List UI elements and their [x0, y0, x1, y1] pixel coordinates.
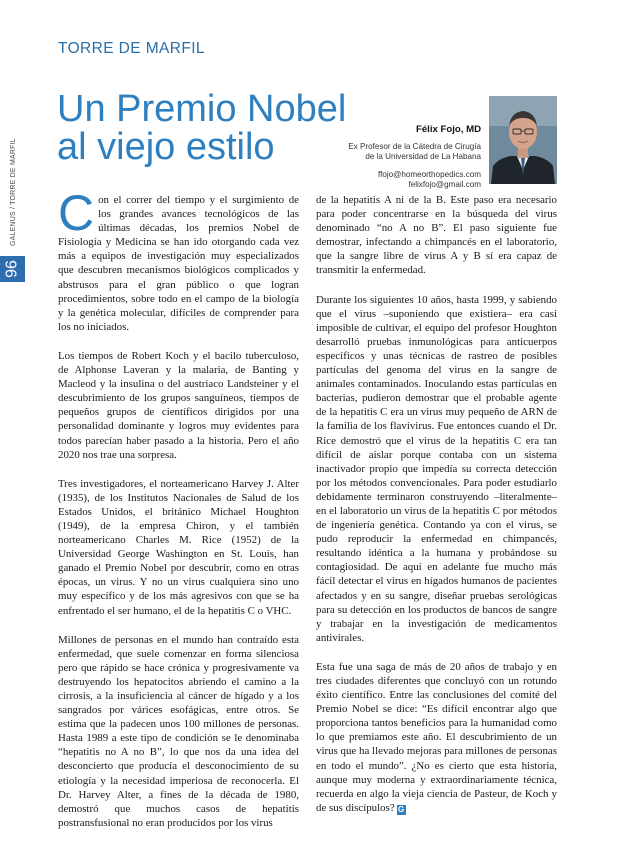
paragraph-6: Durante los siguientes 10 años, hasta 1999, y sabiendo que el virus –suponiendo que existiera– era casi imposible de cultivar, el equipo del profesor Houghton desarrolló pruebas inmunológicas para anticuerpos específicos y unas técnicas de rastreo de posibles partículas del genoma del virus en la sangre de animales contaminados. Inoculando estas partículas en bacterias, pudieron demostrar que el probable agente de la hepatitis C era un virus muy pequeño de ARN de la familia de los flavivirus. Fue entonces cuando el Dr. Rice demostró que el virus de la hepatitis C era tan difícil de aislar porque contaba con un sistema inactivador propio que impedía su correcta detección por los métodos convencionales. Para poder estudiarlo debidamente terminaron construyendo –literalmente– en el laboratorio un virus de la hepatitis C por métodos de ingeniería genética. Contando ya con el virus, se pudo reproducir la enfermedad en chimpancés, resultando idéntica a la humana y probándose su contagiosidad. De aquí en adelante fue mucho más fácil detectar el virus en hígados humanos de pacientes afectados y en su sangre, diseñar pruebas serológicas para su detección en los productos de bancos de sangre y trabajar en la investigación de medicamentos antivirales.: [316, 293, 557, 644]
author-email-1[interactable]: ffojo@homeorthopedics.com: [378, 169, 481, 179]
end-of-article-icon: G: [398, 804, 405, 814]
author-affiliation-1: Ex Profesor de la Cátedra de Cirugía: [348, 141, 481, 151]
paragraph-5: de la hepatitis A ni de la B. Este paso era necesario para poder concentrarse en la búsqueda del virus denominado “no A no B”. El paso siguiente fue demostrar, infectando a chimpancés en el laboratorio, que la sangre libre de virus A y B sí era capaz de transmitir la enfermedad.: [316, 194, 557, 277]
author-block: [348, 125, 481, 191]
paragraph-1: [58, 185, 299, 334]
paragraph-1-text: on el correr del tiempo y el surgimiento de los grandes avances tecnológicos de las últimas décadas, los premios Nobel de Fisiología y Medicina se han ido otorgando cada vez más a equipos de investigación muy especializados que descubren mecanismos biológicos complicados y abstrusos para el gran público o que logran procedimientos, sobre todo en el campo de la biología y la genética molecular, difíciles de comprender para los no iniciados.: [58, 194, 299, 333]
author-name: Félix Fojo, MD: [415, 124, 481, 135]
author-affiliation-2: de la Universidad de La Habana: [365, 152, 481, 162]
article-column-1: [58, 185, 299, 845]
author-photo: [489, 96, 557, 184]
drop-cap: C: [58, 185, 95, 241]
page-number: 96: [3, 260, 21, 278]
running-head: GALENUS / TORRE DE MARFIL: [10, 138, 17, 246]
paragraph-3: Tres investigadores, el norteamericano Harvey J. Alter (1935), de los Institutos Nacionales de Salud de los Estados Unidos, el británico Michael Houghton (1949), de la empresa Chiron, y el también norteamericano Charles M. Rice (1952) de la Universidad George Washington en St. Louis, han ganado el Premio Nobel por descubrir, como en otras épocas, un virus. Y no un virus cualquiera sino uno muy específico y de los más agresivos con que se ha enfrentado el ser humano, el de la hepatitis C o VHC.: [58, 477, 299, 617]
paragraph-4: Millones de personas en el mundo han contraído esta enfermedad, que suele comenzar en forma silenciosa pero que rápido se hace crónica y progresivamente va destruyendo los hepatocitos abriendo el camino a la cirrosis, a la insuficiencia al cáncer de hígado y a los sangrados por várices esofágicas, entre otros. Se estima que la padecen unos 100 millones de personas. Hasta 1989 a este tipo de condición se le denominaba “hepatitis no A no B”, lo que nos da una idea del desconcierto que producía el desconocimiento de su etiología y la necesidad imperiosa de reconocerla. El Dr. Harvey Alter, a fines de la década de 1980, demostró que muchos casos de hepatitis postransfusional no eran producidos por los virus: [58, 633, 299, 829]
paragraph-7-text: Esta fue una saga de más de 20 años de trabajo y en tres ciudades diferentes que concluyó con un rotundo éxito científico. Entre las conclusiones del comité del Premio Nobel se dice: “Es difícil encontrar algo que proporciona tantos beneficios para la humanidad como lo que premiamos este año. El descubrimiento de un virus que ha llevado mejoras para millones de personas en todo el mundo”. ¿No es cierto que esta historia, aunque muy moderna y extraordinariamente técnica, recuerda en algo la vieja ciencia de Pasteur, de Koch y de sus discípulos?: [316, 660, 557, 814]
author-email-2[interactable]: felixfojo@gmail.com: [408, 180, 481, 190]
author-portrait-image: [489, 96, 557, 184]
article-title: Un Premio Nobel al viejo estilo: [57, 88, 347, 168]
paragraph-2: Los tiempos de Robert Koch y el bacilo tuberculoso, de Alphonse Laveran y la malaria, de Banting y Macleod y la insulina o del austriaco Landsteiner y el descubrimiento de los grupos sanguíneos, tiempos de pequeños grupos de científicos dirigidos por una personalidad dominante y logros muy evidentes para todos parecían haber pasado a la historia. Pero el año 2020 nos trae una sorpresa.: [58, 349, 299, 461]
section-label: TORRE DE MARFIL: [58, 40, 205, 57]
article-column-2: [316, 193, 557, 830]
paragraph-7: [316, 660, 557, 815]
